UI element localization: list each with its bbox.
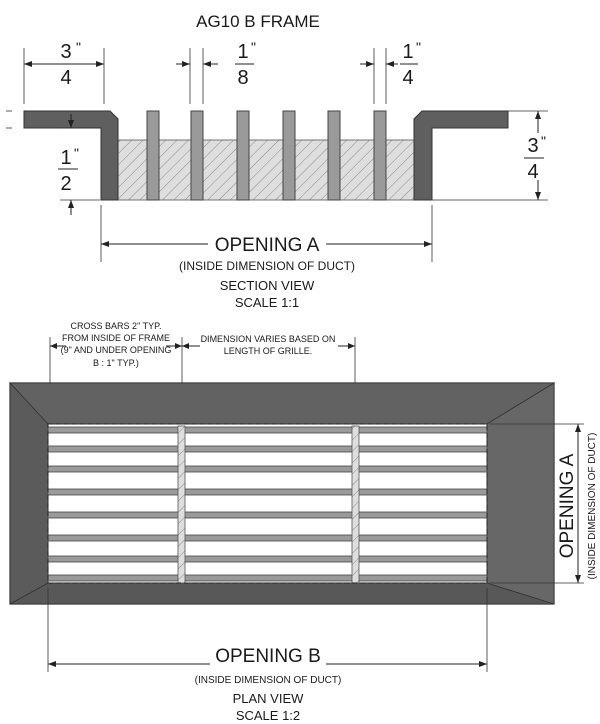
plan-frame-bevel-top <box>10 383 554 424</box>
plan-bar <box>48 535 487 541</box>
section-bar <box>283 111 295 200</box>
plan-bar <box>48 466 487 472</box>
note-cross-bars-1: CROSS BARS 2" TYP. <box>70 321 162 331</box>
dim-num: 1 <box>60 147 72 169</box>
plan-scale-label: SCALE 1:2 <box>235 708 301 723</box>
dim-inch-mark: " <box>541 133 546 149</box>
dim-inch-mark: " <box>416 39 421 55</box>
plan-cross-bar-left <box>178 426 185 583</box>
dim-three-quarter-top <box>24 39 104 104</box>
section-opening-sub: (INSIDE DIMENSION OF DUCT) <box>179 259 355 273</box>
plan-opening-a-label: OPENING A <box>557 453 578 559</box>
dim-one-quarter-top <box>360 39 421 104</box>
dim-den: 2 <box>60 173 72 195</box>
plan-opening-a-sub: (INSIDE DIMENSION OF DUCT) <box>587 432 598 580</box>
plan-view-label: PLAN VIEW <box>232 691 304 706</box>
plan-opening-b-sub: (INSIDE DIMENSION OF DUCT) <box>194 675 342 686</box>
dim-den: 4 <box>60 67 72 89</box>
note-cross-bars-3: (9" AND UNDER OPENING <box>60 345 172 355</box>
dim-num: 1 <box>402 41 414 63</box>
plan-bar <box>48 575 487 581</box>
dim-one-half-left <box>58 114 100 215</box>
note-cross-bars-4: B : 1" TYP.) <box>93 358 139 368</box>
dim-num: 1 <box>237 41 249 63</box>
plan-view <box>10 321 598 723</box>
section-hatch-fill <box>117 140 417 200</box>
note-dimension-1: DIMENSION VARIES BASED ON <box>200 334 336 344</box>
section-bar <box>328 111 340 200</box>
section-frame-right <box>414 111 508 200</box>
plan-frame-bevel-bottom <box>10 583 554 604</box>
section-bar <box>191 111 203 200</box>
plan-bar <box>48 556 487 562</box>
plan-bar <box>48 489 487 495</box>
section-opening-label: OPENING A <box>214 235 320 256</box>
section-bar <box>147 111 159 200</box>
plan-bar <box>48 446 487 452</box>
plan-opening-b-label: OPENING B <box>215 646 321 667</box>
plan-bar <box>48 512 487 518</box>
dim-den: 8 <box>237 67 249 89</box>
section-bar <box>237 111 249 200</box>
note-dimension-2: LENGTH OF GRILLE. <box>223 346 313 356</box>
dim-inch-mark: " <box>251 39 256 55</box>
dim-one-eighth-top <box>176 39 256 104</box>
dim-den: 4 <box>527 161 539 183</box>
drawing-title: AG10 B FRAME <box>196 12 320 31</box>
dim-opening-a-section <box>101 205 432 273</box>
dim-inch-mark: " <box>76 39 81 55</box>
note-cross-bars-2: FROM INSIDE OF FRAME <box>62 333 170 343</box>
dim-inch-mark: " <box>74 145 79 161</box>
plan-bar <box>48 427 487 433</box>
dim-num: 3 <box>60 41 72 63</box>
section-scale-label: SCALE 1:1 <box>234 295 300 310</box>
dim-num: 3 <box>527 135 539 157</box>
section-view-label: SECTION VIEW <box>219 278 315 293</box>
dim-den: 4 <box>402 67 414 89</box>
section-view <box>6 39 548 310</box>
section-bar <box>374 111 386 200</box>
plan-cross-bar-right <box>352 426 359 583</box>
